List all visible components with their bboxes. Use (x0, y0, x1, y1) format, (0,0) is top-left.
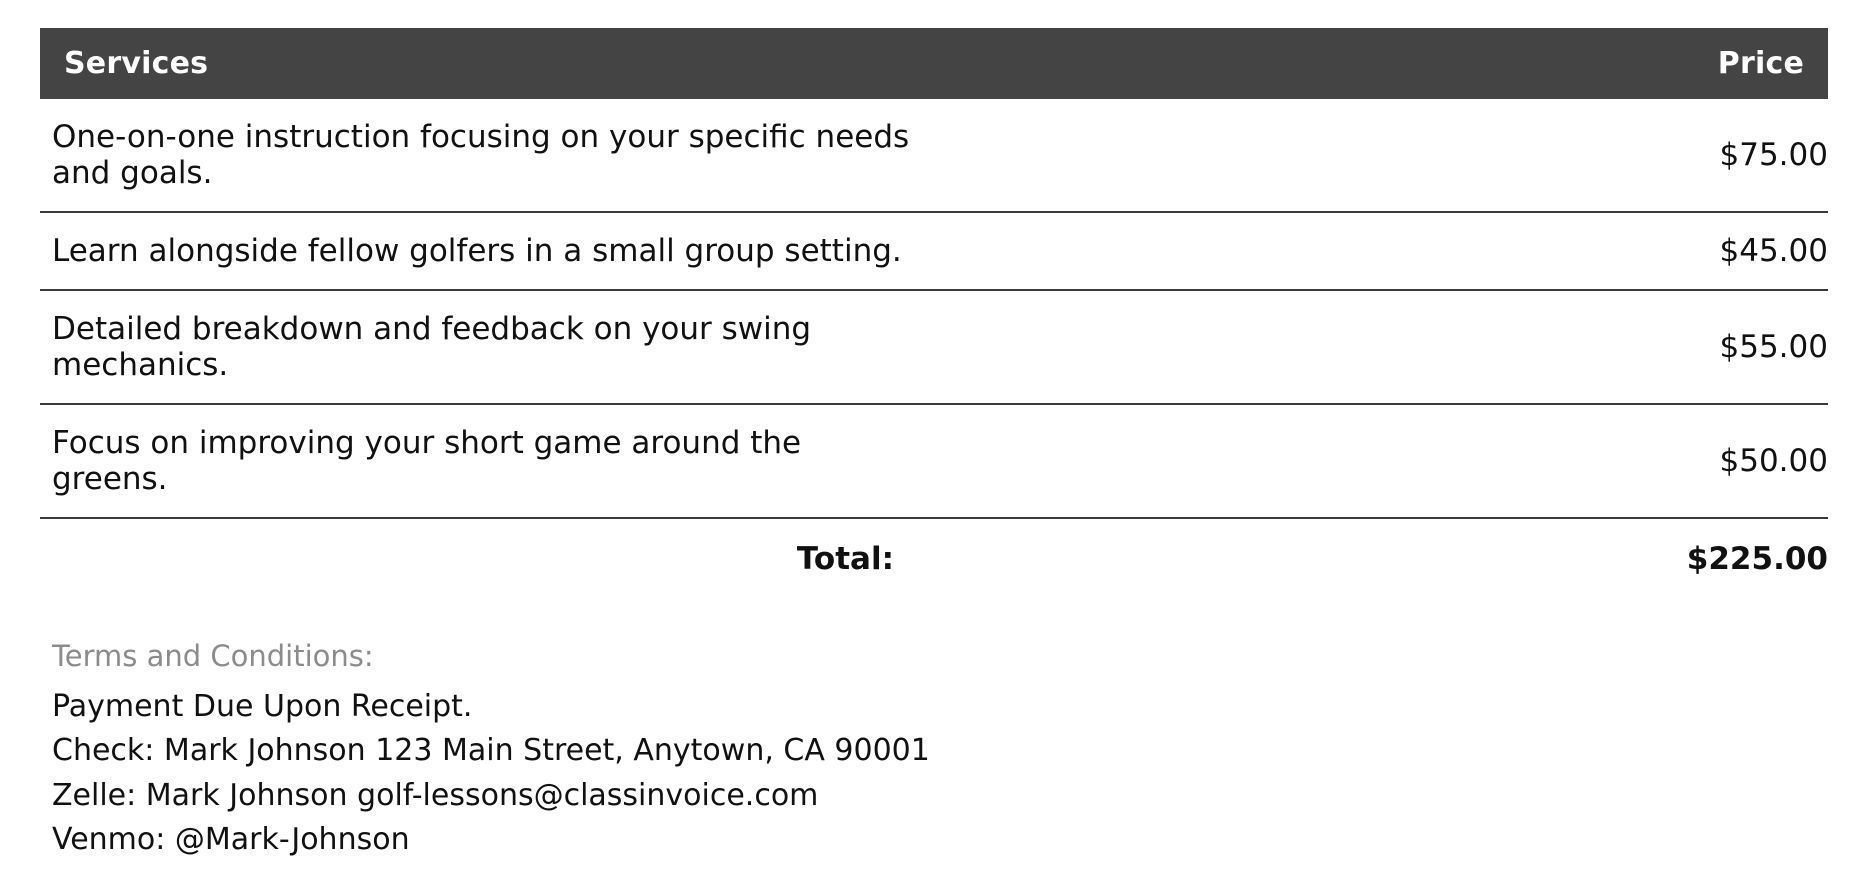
table-total-row (40, 518, 1828, 597)
table-row (40, 404, 1828, 518)
services-price-table (40, 28, 1828, 597)
table-body (40, 99, 1828, 597)
service-price: $50.00 (934, 404, 1828, 518)
column-header-price: Price (934, 28, 1828, 99)
terms-line-payment: Payment Due Upon Receipt. (52, 689, 473, 724)
service-description: Focus on improving your short game around the greens. (40, 404, 934, 518)
service-description: Learn alongside fellow golfers in a small group setting. (40, 212, 934, 290)
table-header (40, 28, 1828, 99)
table-row (40, 212, 1828, 290)
terms-line-check: Check: Mark Johnson 123 Main Street, Anytown, CA 90001 (52, 733, 930, 769)
service-price: $75.00 (934, 99, 1828, 212)
total-value: $225.00 (1686, 541, 1828, 577)
terms-heading: Terms and Conditions: (52, 639, 374, 673)
service-price: $55.00 (934, 290, 1828, 404)
terms-and-conditions (40, 639, 1828, 863)
table-row (40, 290, 1828, 404)
table-row (40, 99, 1828, 212)
terms-line-venmo: Venmo: @Mark-Johnson (52, 822, 410, 858)
column-header-services: Services (40, 28, 934, 99)
total-label: Total: (796, 541, 894, 577)
service-description: Detailed breakdown and feedback on your swing mechanics. (40, 290, 934, 404)
service-description: One-on-one instruction focusing on your specific needs and goals. (40, 99, 934, 212)
terms-line-zelle: Zelle: Mark Johnson golf-lessons@classinvoice.com (52, 777, 819, 813)
service-price: $45.00 (934, 212, 1828, 290)
table-header-row (40, 28, 1828, 99)
